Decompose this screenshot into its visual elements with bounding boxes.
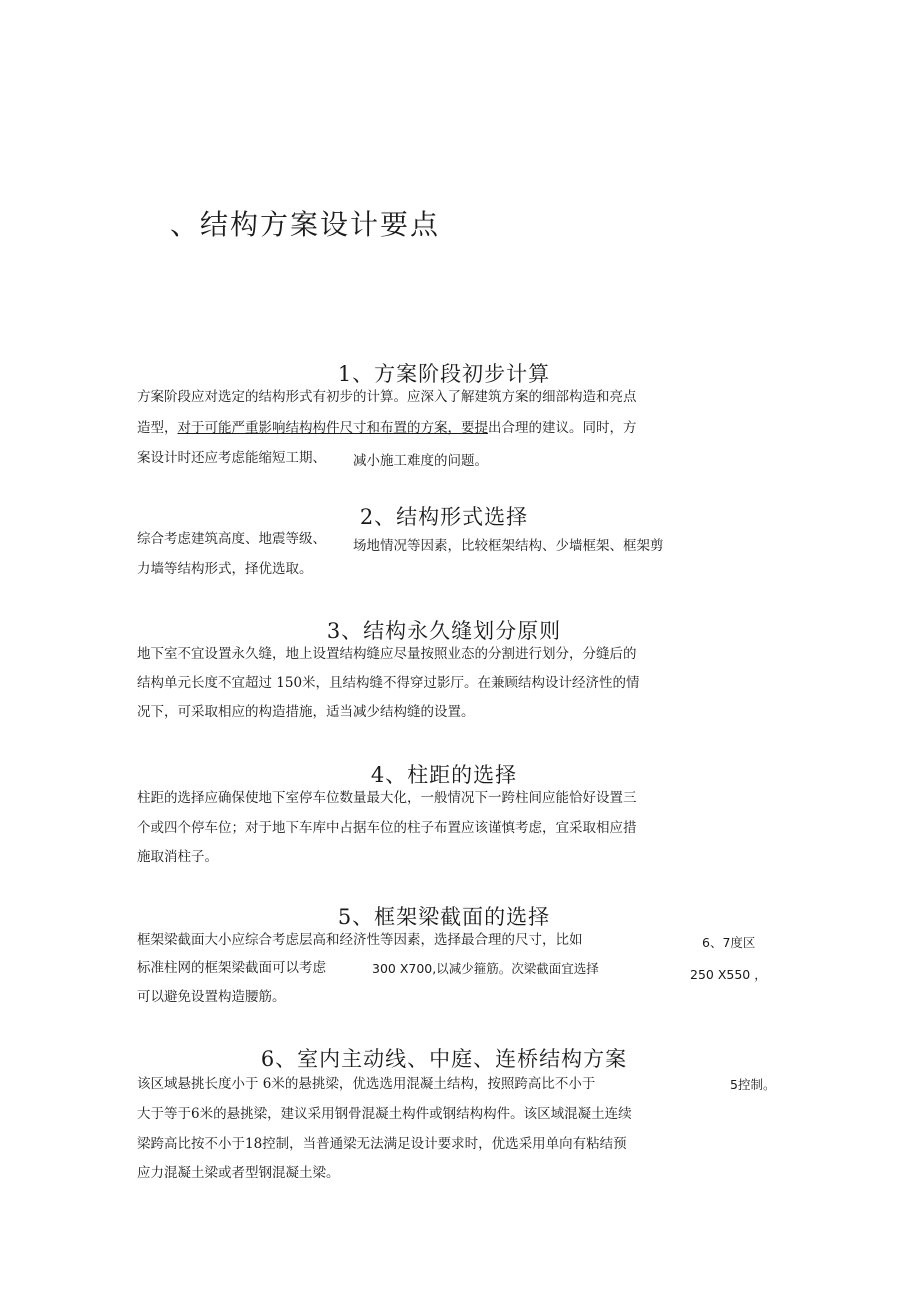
section-3-text-line: 况下，可采取相应的构造措施，适当减少结构缝的设置。 [137, 704, 475, 720]
text-fragment: 造型， [137, 420, 178, 436]
section-3-heading: 3、结构永久缝划分原则 [326, 619, 562, 643]
section-2-heading: 2、结构形式选择 [359, 505, 529, 529]
section-4-text-line: 施取消柱子。 [137, 849, 218, 865]
section-2-text-line: 综合考虑建筑高度、地震等级、 [137, 531, 326, 547]
section-3-text-line: 结构单元长度不宜超过 150米，且结构缝不得穿过影厅。在兼顾结构设计经济性的情 [137, 675, 640, 691]
section-3-text-line: 地下室不宜设置永久缝，地上设置结构缝应尽量按照业态的分割进行划分，分缝后的 [137, 646, 637, 662]
section-1-text-line: 减小施工难度的问题。 [353, 453, 488, 469]
section-4-text-line: 柱距的选择应确保使地下室停车位数量最大化，一般情况下一跨柱间应能恰好设置三 [137, 790, 637, 806]
section-2-text-line: 力墙等结构形式，择优选取。 [137, 561, 313, 577]
section-4-text-line: 个或四个停车位；对于地下车库中占据车位的柱子布置应该谨慎考虑，宜采取相应措 [137, 820, 637, 836]
section-6-text-line: 梁跨高比按不小于18控制，当普通梁无法满足设计要求时，优选采用单向有粘结预 [137, 1136, 627, 1152]
section-1-heading: 1、方案阶段初步计算 [337, 362, 551, 386]
section-6-text-line: 该区域悬挑长度小于 6米的悬挑梁，优选选用混凝土结构，按照跨高比不小于 [137, 1076, 596, 1092]
section-5-heading: 5、框架梁截面的选择 [337, 905, 551, 929]
section-6-text-line: 5控制。 [730, 1077, 776, 1092]
section-6-text-line: 大于等于6米的悬挑梁，建议采用钢骨混凝土构件或钢结构构件。该区域混凝土连续 [137, 1106, 632, 1122]
section-6-heading: 6、室内主动线、中庭、连桥结构方案 [260, 1047, 628, 1071]
section-4-heading: 4、柱距的选择 [370, 763, 518, 787]
text-fragment: 出合理的建议。同时，方 [488, 420, 637, 436]
section-5-text-line: 可以避免设置构造腰筋。 [137, 989, 286, 1005]
section-5-text-line: 300 X700,以减少箍筋。次梁截面宜选择 [372, 961, 599, 976]
section-1-text-line: 案设计时还应考虑能缩短工期、 [137, 450, 326, 466]
page-title: 、结构方案设计要点 [170, 208, 441, 241]
section-1-text-line [137, 422, 637, 436]
section-5-text-line: 6、7度区 [702, 935, 756, 950]
section-2-text-line: 场地情况等因素，比较框架结构、少墙框架、框架剪 [353, 538, 664, 554]
section-6-text-line: 应力混凝土梁或者型钢混凝土梁。 [137, 1165, 340, 1181]
section-5-text-line: 250 X550 ， [690, 967, 767, 982]
section-1-text-line: 方案阶段应对选定的结构形式有初步的计算。应深入了解建筑方案的细部构造和亮点 [137, 389, 637, 405]
section-5-text-line: 框架梁截面大小应综合考虑层高和经济性等因素，选择最合理的尺寸，比如 [137, 932, 583, 948]
underlined-text: 对于可能严重影响结构构件尺寸和布置的方案，要提 [177, 420, 488, 436]
section-5-text-line: 标准柱网的框架梁截面可以考虑 [137, 960, 326, 976]
